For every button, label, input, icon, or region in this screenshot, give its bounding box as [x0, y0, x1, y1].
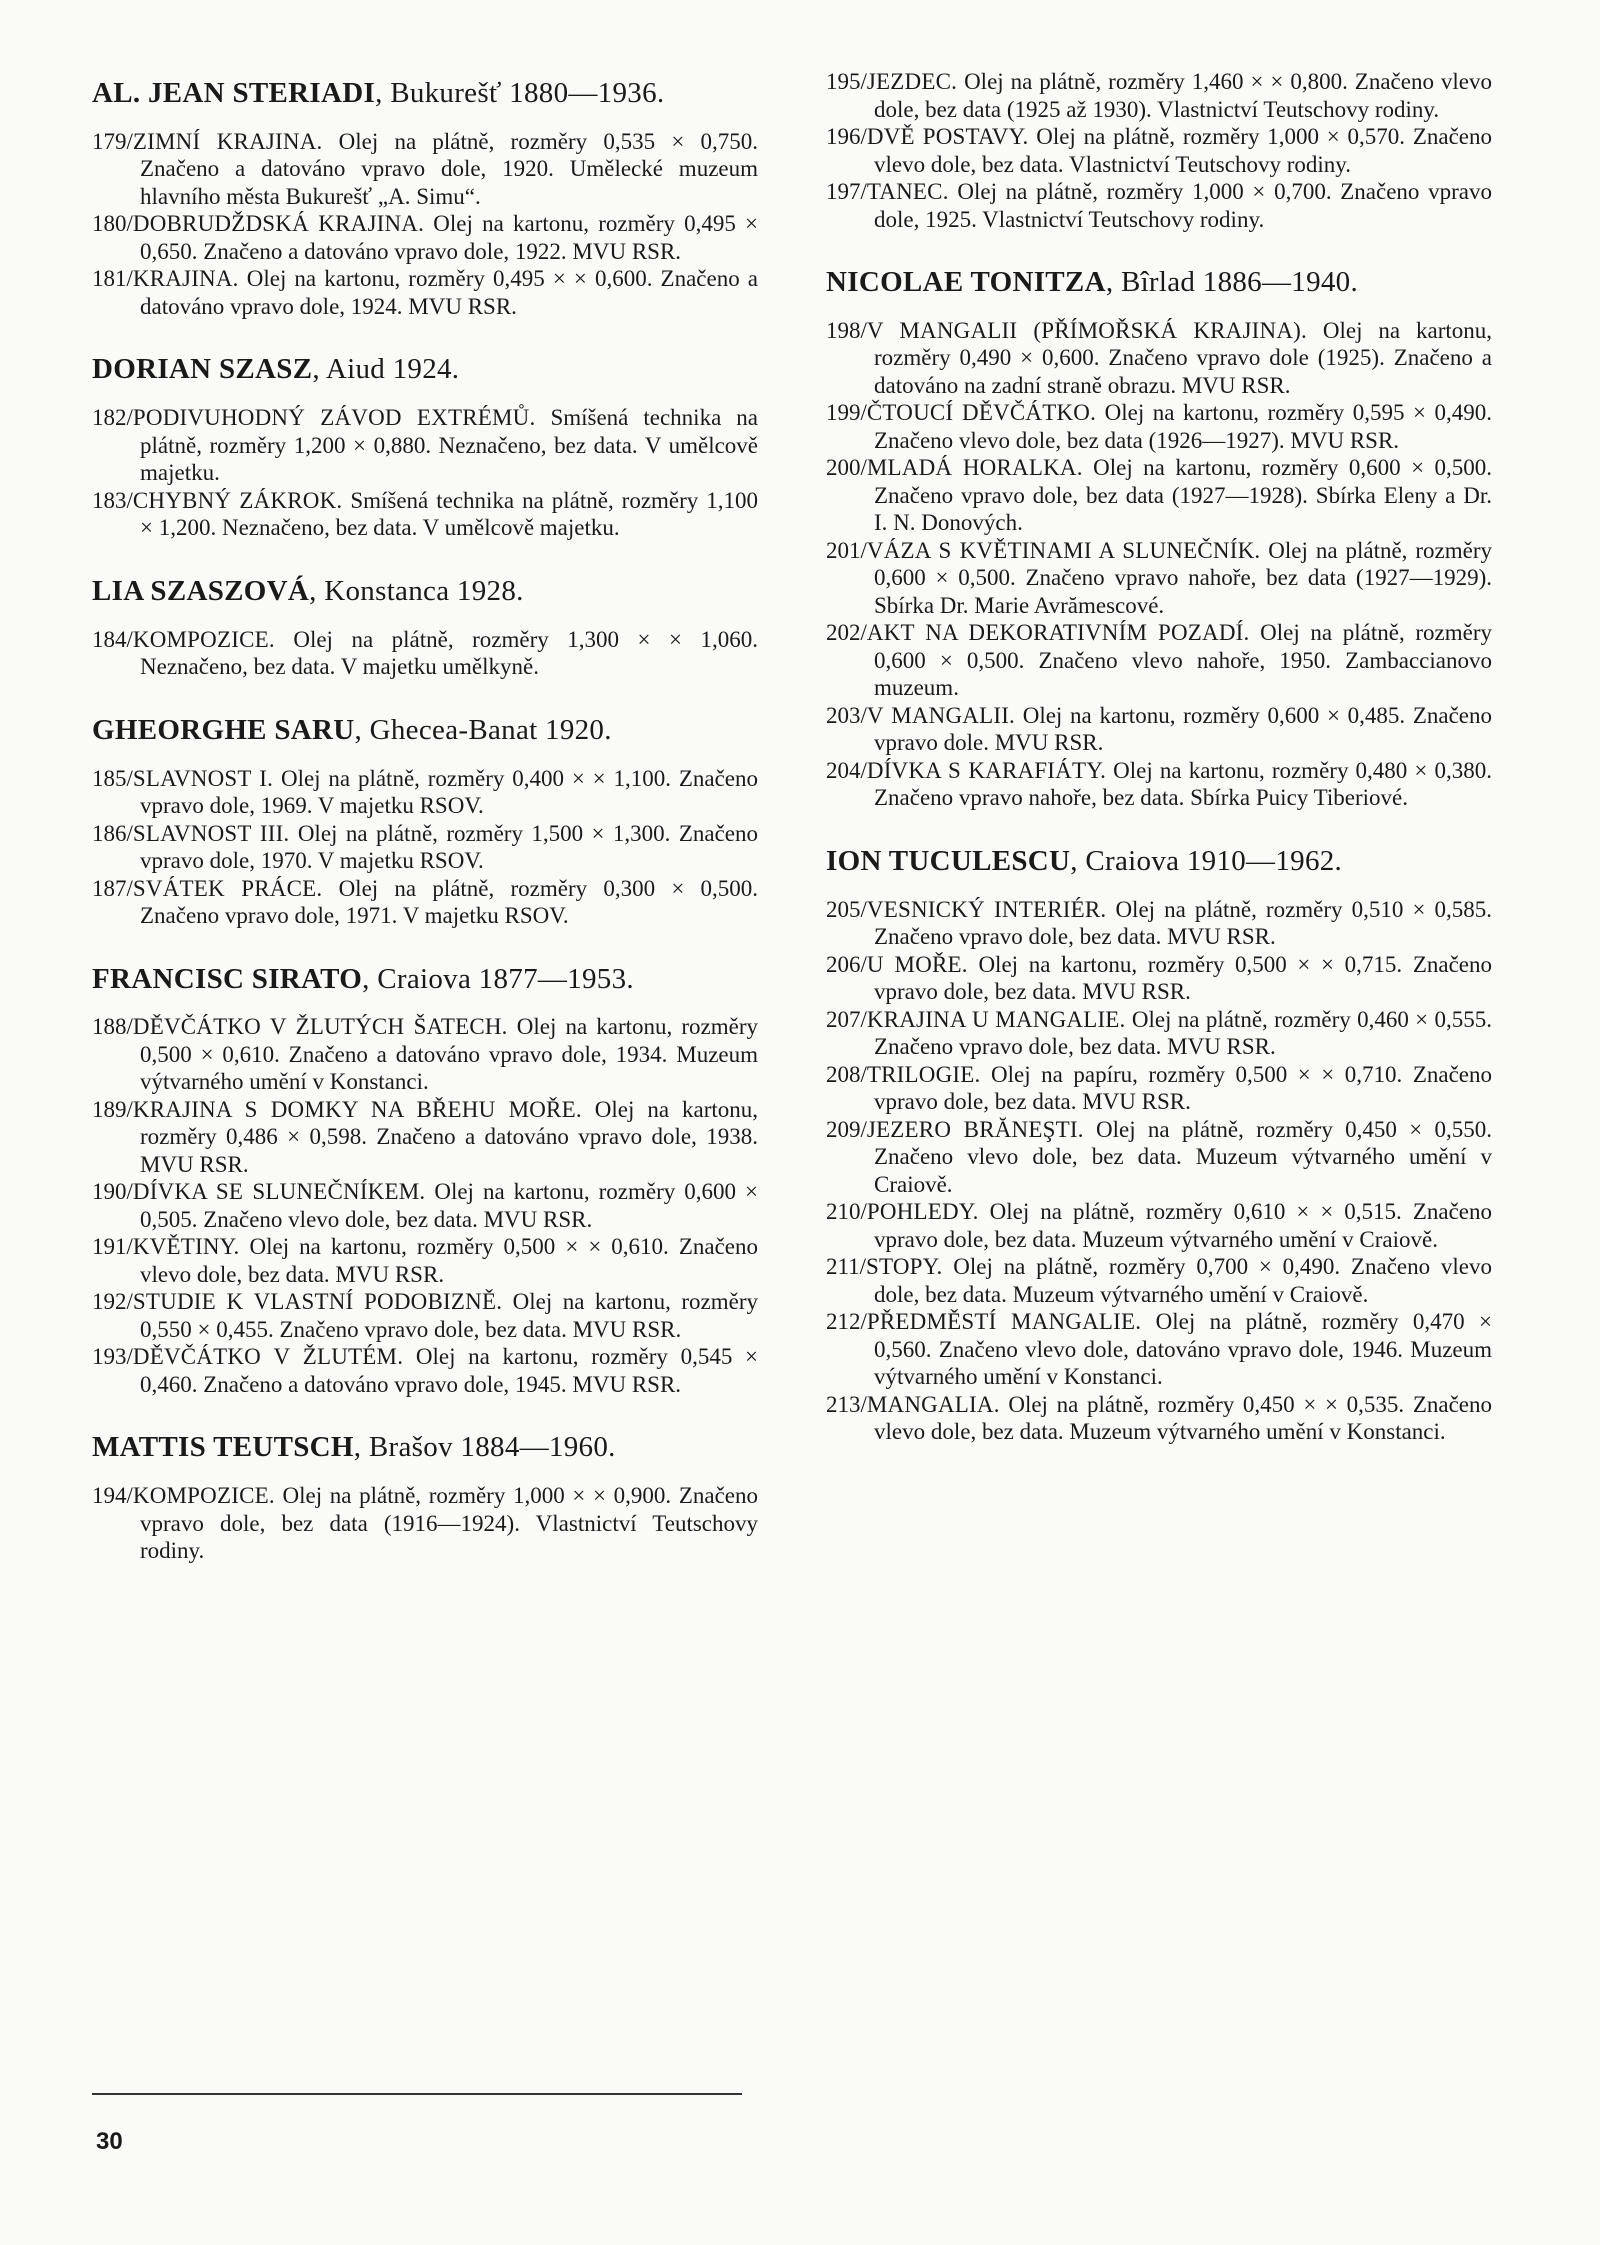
entry-title: KRAJINA S DOMKY NA BŘEHU MOŘE. [132, 1096, 582, 1122]
entry-title: U MOŘE. [866, 951, 968, 977]
catalog-entry [92, 1096, 758, 1179]
entry-number: 210/ [826, 1199, 867, 1225]
artist-name: GHEORGHE SARU [92, 713, 355, 746]
catalog-entry [826, 454, 1492, 537]
entry-description: Olej na plátně, rozměry 0,400 × × 1,100. Značeno vpravo dole, 1969. V majetku RSOV. [140, 765, 759, 819]
entry-number: 204/ [826, 757, 867, 783]
entry-title: MLADÁ HORALKA. [866, 455, 1083, 481]
artist-heading: FRANCISC SIRATO, Craiova 1877—1953. [92, 962, 634, 995]
entry-number: 213/ [826, 1391, 867, 1417]
entry-title: DÍVKA S KARAFIÁTY. [866, 757, 1107, 783]
entry-number: 202/ [826, 620, 867, 646]
entry-description: Olej na plátně, rozměry 1,000 × 0,570. Značeno vlevo dole, bez data. Vlastnictví Teutschovy rodiny. [874, 124, 1492, 177]
entry-title: SVÁTEK PRÁCE. [132, 875, 323, 901]
catalog-entry [92, 1343, 758, 1398]
entry-title: V MANGALII. [866, 702, 1015, 728]
catalog-entry [92, 1482, 758, 1565]
entry-title: TRILOGIE. [866, 1061, 981, 1087]
right-column [826, 68, 1492, 1446]
entry-title: ZIMNÍ KRAJINA. [132, 128, 323, 154]
catalog-entry [92, 626, 758, 681]
artist-name: NICOLAE TONITZA [826, 266, 1106, 298]
entry-number: 205/ [826, 896, 867, 922]
entry-description: Smíšená technika na plátně, rozměry 1,100 × 1,200. Neznačeno, bez data. V umělcově majetku. [140, 487, 758, 541]
catalog-entry [92, 1013, 758, 1096]
catalog-entry [826, 1308, 1492, 1391]
catalog-entry [826, 619, 1492, 702]
catalog-entry [92, 1233, 758, 1288]
entry-title: SLAVNOST I. [132, 765, 274, 791]
entry-title: STUDIE K VLASTNÍ PODOBIZNĚ. [132, 1289, 503, 1315]
entry-number: 191/ [92, 1234, 133, 1260]
entry-description: Olej na plátně, rozměry 0,700 × 0,490. Značeno vlevo dole, bez data. Muzeum výtvarného umění v Craiově. [874, 1254, 1493, 1307]
artist-origin: Brašov 1884—1960. [368, 1431, 616, 1464]
entry-number: 185/ [92, 765, 133, 791]
catalog-entry [92, 487, 758, 542]
entry-description: Olej na plátně, rozměry 1,500 × 1,300. Značeno vpravo dole, 1970. V majetku RSOV. [140, 820, 759, 874]
entry-description: Olej na kartonu, rozměry 0,600 × 0,505. Značeno vlevo dole, bez data. MVU RSR. [140, 1179, 758, 1232]
entry-description: Olej na plátně, rozměry 0,300 × 0,500. Značeno vpravo dole, 1971. V majetku RSOV. [140, 875, 759, 929]
entry-title: DĚVČÁTKO V ŽLUTÉM. [132, 1344, 404, 1370]
catalog-entry [826, 896, 1492, 951]
entry-title: ČTOUCÍ DĚVČÁTKO. [866, 400, 1097, 426]
entry-number: 193/ [92, 1344, 133, 1370]
entry-description: Olej na kartonu, rozměry 0,595 × 0,490. Značeno vlevo dole, bez data (1926—1927). MVU RSR. [874, 400, 1492, 453]
entry-description: Olej na plátně, rozměry 0,450 × × 0,535. Značeno vlevo dole, bez data. Muzeum výtvarného umění v Konstanci. [874, 1391, 1493, 1445]
entry-description: Olej na kartonu, rozměry 0,480 × 0,380. Značeno vpravo nahoře, bez data. Sbírka Puicy Tiberiové. [874, 757, 1493, 811]
entry-title: DVĚ POSTAVY. [866, 124, 1029, 149]
entry-description: Olej na plátně, rozměry 1,300 × × 1,060. Neznačeno, bez data. V majetku umělkyně. [140, 626, 758, 680]
entry-description: Olej na plátně, rozměry 0,470 × 0,560. Značeno vlevo dole, datováno vpravo dole, 1946. Muzeum výtvarného umění v Konstanci. [874, 1309, 1492, 1390]
entry-description: Olej na kartonu, rozměry 0,550 × 0,455. Značeno vpravo dole, bez data. MVU RSR. [140, 1289, 758, 1342]
catalog-entry [826, 1116, 1492, 1199]
footer-rule [92, 2093, 742, 2095]
artist-heading: AL. JEAN STERIADI, Bukurešť 1880—1936. [92, 77, 665, 109]
artist-heading: ION TUCULESCU, Craiova 1910—1962. [826, 844, 1343, 877]
left-column [92, 68, 758, 1565]
entry-description: Smíšená technika na plátně, rozměry 1,200 × 0,880. Neznačeno, bez data. V umělcově majetku. [140, 405, 758, 486]
artist-heading: GHEORGHE SARU, Ghecea-Banat 1920. [92, 713, 612, 746]
entry-description: Olej na plátně, rozměry 1,460 × × 0,800. Značeno vlevo dole, bez data (1925 až 1930). Vlastnictví Teutschovy rodiny. [874, 69, 1493, 122]
entry-title: CHYBNÝ ZÁKROK. [132, 487, 343, 513]
entry-description: Olej na kartonu, rozměry 0,500 × 0,610. Značeno a datováno vpravo dole, 1934. Muzeum výtvarného umění v Konstanci. [140, 1014, 758, 1095]
entry-title: AKT NA DEKORATIVNÍM POZADÍ. [866, 620, 1250, 646]
entry-title: DOBRUDŽDSKÁ KRAJINA. [132, 211, 425, 237]
artist-name: DORIAN SZASZ [92, 353, 313, 386]
catalog-entry [826, 537, 1492, 620]
catalog-entry [826, 68, 1492, 123]
artist-heading: LIA SZASZOVÁ, Konstanca 1928. [92, 574, 524, 607]
catalog-entry [826, 757, 1492, 812]
entry-number: 181/ [92, 266, 133, 292]
artist-origin: Konstanca 1928. [324, 574, 524, 607]
entry-number: 207/ [826, 1006, 867, 1032]
artist-name: ION TUCULESCU [826, 844, 1071, 877]
entry-description: Olej na plátně, rozměry 0,610 × × 0,515. Značeno vpravo dole, bez data. Muzeum výtvarného umění v Craiově. [874, 1199, 1492, 1252]
entry-title: JEZDEC. [866, 69, 958, 94]
entry-title: STOPY. [866, 1254, 943, 1280]
entry-number: 184/ [92, 626, 133, 652]
entry-description: Olej na kartonu, rozměry 0,545 × 0,460. Značeno a datováno vpravo dole, 1945. MVU RSR. [140, 1344, 758, 1397]
entry-number: 211/ [826, 1254, 867, 1280]
entry-number: 198/ [826, 317, 867, 343]
catalog-entry [826, 1006, 1492, 1061]
catalog-entry [826, 1391, 1492, 1446]
entry-title: JEZERO BRĂNEŞTI. [866, 1116, 1084, 1142]
entry-title: DĚVČÁTKO V ŽLUTÝCH ŠATECH. [132, 1014, 508, 1040]
catalog-entry [826, 399, 1492, 454]
entry-title: VESNICKÝ INTERIÉR. [866, 896, 1107, 922]
catalog-entry [826, 1061, 1492, 1116]
entry-description: Olej na plátně, rozměry 0,600 × 0,500. Značeno vpravo nahoře, bez data (1927—1929). Sbírka Dr. Marie Avrămescové. [874, 537, 1492, 618]
entry-description: Olej na kartonu, rozměry 0,495 × 0,650. Značeno a datováno vpravo dole, 1922. MVU RSR. [140, 211, 758, 264]
entry-title: DÍVKA SE SLUNEČNÍKEM. [132, 1179, 426, 1205]
entry-description: Olej na plátně, rozměry 0,450 × 0,550. Značeno vlevo dole, bez data. Muzeum výtvarného umění v Craiově. [874, 1116, 1493, 1197]
entry-title: MANGALIA. [866, 1391, 1000, 1417]
entry-title: SLAVNOST III. [132, 820, 290, 846]
artist-name: AL. JEAN STERIADI [92, 77, 376, 109]
catalog-entry [826, 702, 1492, 757]
entry-title: KRAJINA. [132, 266, 239, 292]
entry-title: PODIVUHODNÝ ZÁVOD EXTRÉMŮ. [132, 405, 536, 431]
entry-number: 201/ [826, 537, 867, 563]
entry-number: 208/ [826, 1061, 867, 1087]
entry-number: 212/ [826, 1309, 867, 1335]
entry-title: KVĚTINY. [132, 1234, 240, 1260]
artist-name: LIA SZASZOVÁ [92, 574, 310, 607]
entry-title: KRAJINA U MANGALIE. [866, 1006, 1126, 1032]
entry-title: POHLEDY. [866, 1199, 979, 1225]
catalog-entry [826, 178, 1492, 233]
catalog-entry [826, 951, 1492, 1006]
artist-name: MATTIS TEUTSCH [92, 1431, 354, 1464]
entry-number: 206/ [826, 951, 867, 977]
entry-number: 199/ [826, 400, 867, 426]
catalog-entry [92, 820, 758, 875]
page-number: 30 [96, 2128, 123, 2155]
entry-title: VÁZA S KVĚTINAMI A SLUNEČNÍK. [866, 537, 1261, 563]
entry-description: Olej na kartonu, rozměry 0,495 × × 0,600. Značeno a datováno vpravo dole, 1924. MVU RSR. [140, 266, 758, 319]
artist-origin: Craiova 1910—1962. [1085, 844, 1343, 877]
artist-origin: Bukurešť 1880—1936. [390, 77, 665, 109]
catalog-entry [826, 1253, 1492, 1308]
entry-description: Olej na kartonu, rozměry 0,500 × × 0,610. Značeno vlevo dole, bez data. MVU RSR. [140, 1234, 759, 1287]
artist-heading: NICOLAE TONITZA, Bîrlad 1886—1940. [826, 266, 1359, 298]
entry-number: 200/ [826, 455, 867, 481]
entry-title: KOMPOZICE. [132, 1483, 275, 1509]
entry-number: 195/ [826, 69, 867, 94]
catalog-entry [92, 404, 758, 487]
entry-description: Olej na kartonu, rozměry 0,486 × 0,598. Značeno a datováno vpravo dole, 1938. MVU RSR. [140, 1096, 758, 1177]
entry-description: Olej na plátně, rozměry 0,600 × 0,500. Značeno vlevo nahoře, 1950. Zambaccianovo muzeum. [874, 620, 1492, 701]
catalog-entry [92, 210, 758, 265]
entry-description: Olej na plátně, rozměry 0,460 × 0,555. Značeno vpravo dole, bez data. MVU RSR. [874, 1006, 1492, 1060]
entry-description: Olej na plátně, rozměry 1,000 × 0,700. Značeno vpravo dole, 1925. Vlastnictví Teutschovy rodiny. [874, 179, 1492, 232]
catalog-entry [826, 123, 1492, 178]
entry-number: 182/ [92, 405, 133, 431]
catalog-entry [92, 765, 758, 820]
entry-title: TANEC. [866, 179, 949, 204]
artist-origin: Aiud 1924. [325, 353, 460, 386]
entry-number: 183/ [92, 487, 133, 513]
artist-origin: Ghecea-Banat 1920. [369, 713, 612, 746]
artist-origin: Craiova 1877—1953. [377, 962, 634, 995]
catalog-entry [826, 1198, 1492, 1253]
entry-number: 187/ [92, 875, 133, 901]
entry-description: Olej na kartonu, rozměry 0,600 × 0,485. Značeno vpravo dole. MVU RSR. [874, 702, 1493, 756]
entry-number: 203/ [826, 702, 867, 728]
catalog-entry [92, 875, 758, 930]
entry-number: 180/ [92, 211, 133, 237]
entry-title: PŘEDMĚSTÍ MANGALIE. [866, 1309, 1142, 1335]
entry-number: 179/ [92, 128, 133, 154]
artist-heading: MATTIS TEUTSCH, Brašov 1884—1960. [92, 1431, 616, 1464]
artist-origin: Bîrlad 1886—1940. [1120, 266, 1359, 298]
catalog-entry [92, 1178, 758, 1233]
entry-number: 190/ [92, 1179, 133, 1205]
entry-number: 189/ [92, 1096, 133, 1122]
entry-title: V MANGALII (PŘÍMOŘSKÁ KRAJINA). [866, 317, 1307, 343]
entry-description: Olej na plátně, rozměry 1,000 × × 0,900. Značeno vpravo dole, bez data (1916—1924). Vlastnictví Teutschovy rodiny. [140, 1483, 759, 1564]
catalog-entry [826, 317, 1492, 400]
entry-description: Olej na plátně, rozměry 0,535 × 0,750. Značeno a datováno vpravo dole, 1920. Umělecké muzeum hlavního města Bukurešť „A. Simu“. [140, 128, 758, 209]
entry-description: Olej na kartonu, rozměry 0,490 × 0,600. Značeno vpravo dole (1925). Značeno a datováno na zadní straně obrazu. MVU RSR. [874, 317, 1492, 398]
entry-number: 194/ [92, 1483, 133, 1509]
entry-number: 188/ [92, 1014, 133, 1040]
catalog-entry [92, 128, 758, 211]
entry-number: 196/ [826, 124, 867, 149]
entry-title: KOMPOZICE. [132, 626, 275, 652]
catalog-entry [92, 265, 758, 320]
artist-name: FRANCISC SIRATO [92, 962, 363, 995]
entry-number: 209/ [826, 1116, 867, 1142]
entry-description: Olej na papíru, rozměry 0,500 × × 0,710. Značeno vpravo dole, bez data. MVU RSR. [874, 1061, 1493, 1115]
entry-description: Olej na plátně, rozměry 0,510 × 0,585. Značeno vpravo dole, bez data. MVU RSR. [874, 896, 1492, 950]
artist-heading: DORIAN SZASZ, Aiud 1924. [92, 353, 460, 386]
entry-description: Olej na kartonu, rozměry 0,500 × × 0,715. Značeno vpravo dole, bez data. MVU RSR. [874, 951, 1493, 1005]
entry-number: 192/ [92, 1289, 133, 1315]
catalog-entry [92, 1288, 758, 1343]
entry-description: Olej na kartonu, rozměry 0,600 × 0,500. Značeno vpravo dole, bez data (1927—1928). Sbírka Eleny a Dr. I. N. Donových. [874, 455, 1492, 536]
entry-number: 197/ [826, 179, 867, 204]
entry-number: 186/ [92, 820, 133, 846]
